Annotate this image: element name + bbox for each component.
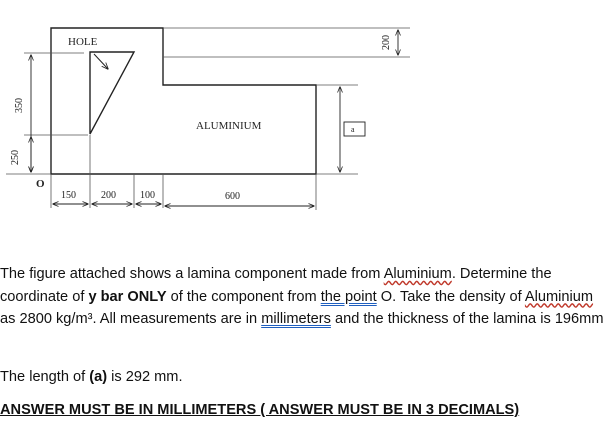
question-paragraph xyxy=(0,263,604,331)
p2-text-a: The length of xyxy=(0,369,90,385)
dim-200-label: 200 xyxy=(381,35,392,50)
length-paragraph xyxy=(0,366,604,389)
dim-600-label: 600 xyxy=(225,191,240,202)
p1-text-d: O. Take the density of xyxy=(376,288,525,305)
p1-bold-ybar: y bar ONLY xyxy=(88,288,167,305)
p1-text-e: as 2800 kg/m³. All measurements are in xyxy=(0,311,262,327)
dim-150-label: 150 xyxy=(61,190,76,201)
hole-leader-arrow xyxy=(94,54,108,69)
p1-word-the-point: the point xyxy=(320,288,377,305)
dim-a-label: a xyxy=(351,125,355,134)
p1-word-aluminium: Aluminium xyxy=(383,266,452,282)
p1-word-millimeters: millimeters xyxy=(261,311,331,327)
material-label: ALUMINIUM xyxy=(196,120,262,132)
dim-100-label: 100 xyxy=(140,190,155,201)
dim-350-label: 350 xyxy=(14,98,25,113)
p2-text-b: is 292 mm. xyxy=(107,369,183,385)
p1-text-f: and the thickness of the lamina is 196mm xyxy=(330,311,604,327)
origin-label: O xyxy=(36,178,45,190)
hole-label: HOLE xyxy=(68,36,98,48)
hole-triangle xyxy=(90,52,134,134)
dim-250-label: 250 xyxy=(10,150,21,165)
p1-text-a: The figure attached shows a lamina component made from xyxy=(0,266,384,282)
p1-word-aluminium-2: Aluminium xyxy=(524,288,594,305)
answer-instruction: ANSWER MUST BE IN MILLIMETERS ( ANSWER MUST BE IN 3 DECIMALS) xyxy=(0,402,520,418)
dim-200-bottom-label: 200 xyxy=(101,190,116,201)
p1-text-c: of the component from xyxy=(166,288,321,305)
lamina-outline xyxy=(51,28,316,174)
p2-bold-a: (a) xyxy=(89,369,108,385)
p1-text-b: . Determine the coordinate of xyxy=(0,266,552,305)
